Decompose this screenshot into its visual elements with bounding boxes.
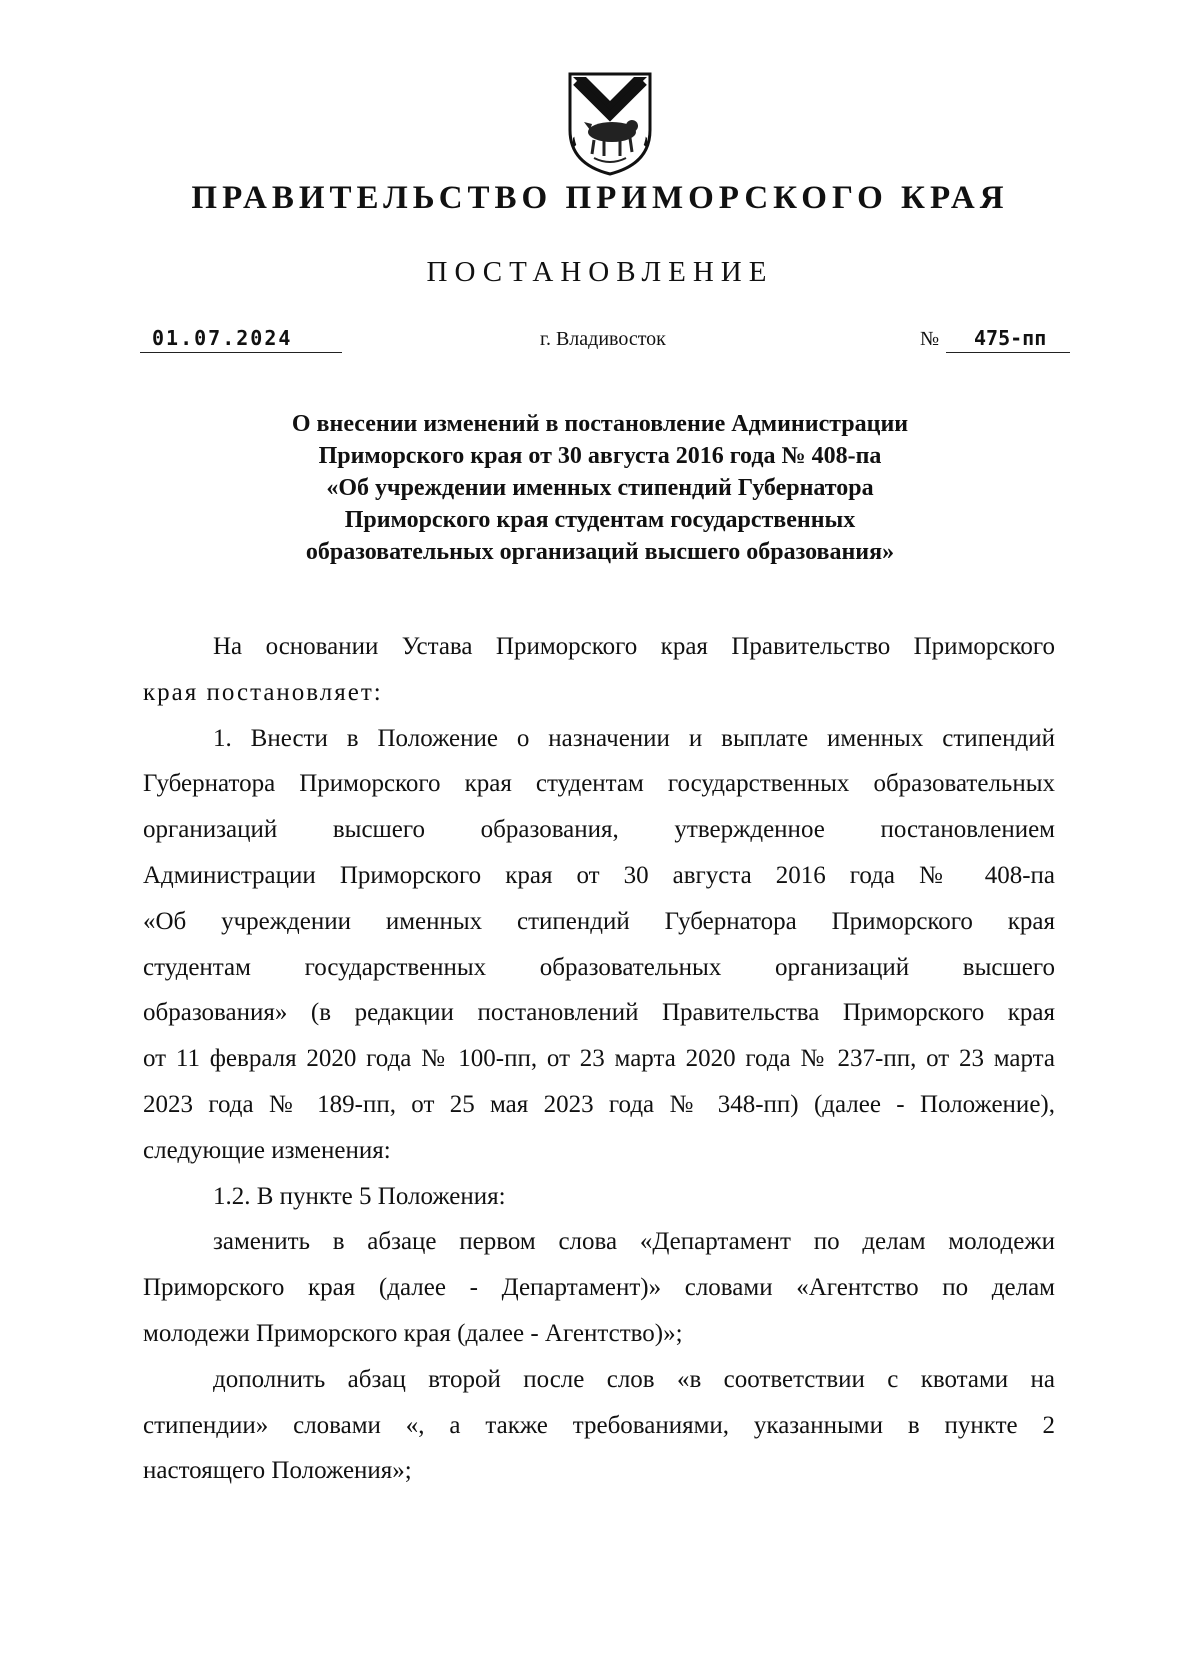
document-city: г. Владивосток <box>540 328 666 350</box>
subject-line: «Об учреждении именных стипендий Губернатора <box>326 475 874 501</box>
subject-line: О внесении изменений в постановление Администрации <box>291 411 909 437</box>
subject-line: Приморского края от 30 августа 2016 года № 408-па <box>318 443 882 469</box>
document-number: 475-пп <box>946 326 1070 353</box>
body-line: стипендии» словами «, а также требованиями, указанными в пункте 2 <box>143 1411 1055 1439</box>
body-line: от 11 февраля 2020 года № 100-пп, от 23 марта 2020 года № 237-пп, от 23 марта <box>143 1045 1055 1073</box>
body-line: Приморского края (далее - Департамент)» словами «Агентство по делам <box>143 1274 1055 1302</box>
body-line: Администрации Приморского края от 30 августа 2016 года № 408-па <box>143 861 1055 889</box>
body-line: образования» (в редакции постановлений Правительства Приморского края <box>143 999 1055 1027</box>
document-subject <box>140 408 1060 568</box>
body-line: студентам государственных образовательных организаций высшего <box>143 953 1055 981</box>
body-line: 2023 года № 189-пп, от 25 мая 2023 года № 348-пп) (далее - Положение), <box>143 1090 1055 1118</box>
government-title: ПРАВИТЕЛЬСТВО ПРИМОРСКОГО КРАЯ <box>191 180 1009 216</box>
document-type: ПОСТАНОВЛЕНИЕ <box>426 256 774 288</box>
document-body <box>143 624 1055 1494</box>
body-line: На основании Устава Приморского края Правительство Приморского <box>213 633 1055 660</box>
number-label: № <box>920 328 940 350</box>
body-line: 1.2. В пункте 5 Положения: <box>213 1182 506 1210</box>
body-line: молодежи Приморского края (далее - Агентство)»; <box>143 1319 683 1347</box>
body-line: Губернатора Приморского края студентам государственных образовательных <box>143 770 1055 798</box>
document-date: 01.07.2024 <box>140 326 342 353</box>
body-line: 1. Внести в Положение о назначении и выплате именных стипендий <box>213 724 1055 752</box>
body-line: заменить в абзаце первом слова «Департамент по делам молодежи <box>213 1228 1055 1256</box>
coat-of-arms-icon <box>564 70 656 176</box>
body-line: организаций высшего образования, утвержденное постановлением <box>143 816 1055 844</box>
subject-line: образовательных организаций высшего образования» <box>305 539 895 565</box>
body-line: следующие изменения: <box>143 1136 391 1164</box>
body-line: края постановляет: <box>143 678 383 706</box>
body-line: «Об учреждении именных стипендий Губернатора Приморского края <box>143 907 1055 935</box>
subject-line: Приморского края студентам государственных <box>344 507 856 533</box>
body-line: настоящего Положения»; <box>143 1457 412 1485</box>
body-line: дополнить абзац второй после слов «в соответствии с квотами на <box>213 1365 1055 1393</box>
